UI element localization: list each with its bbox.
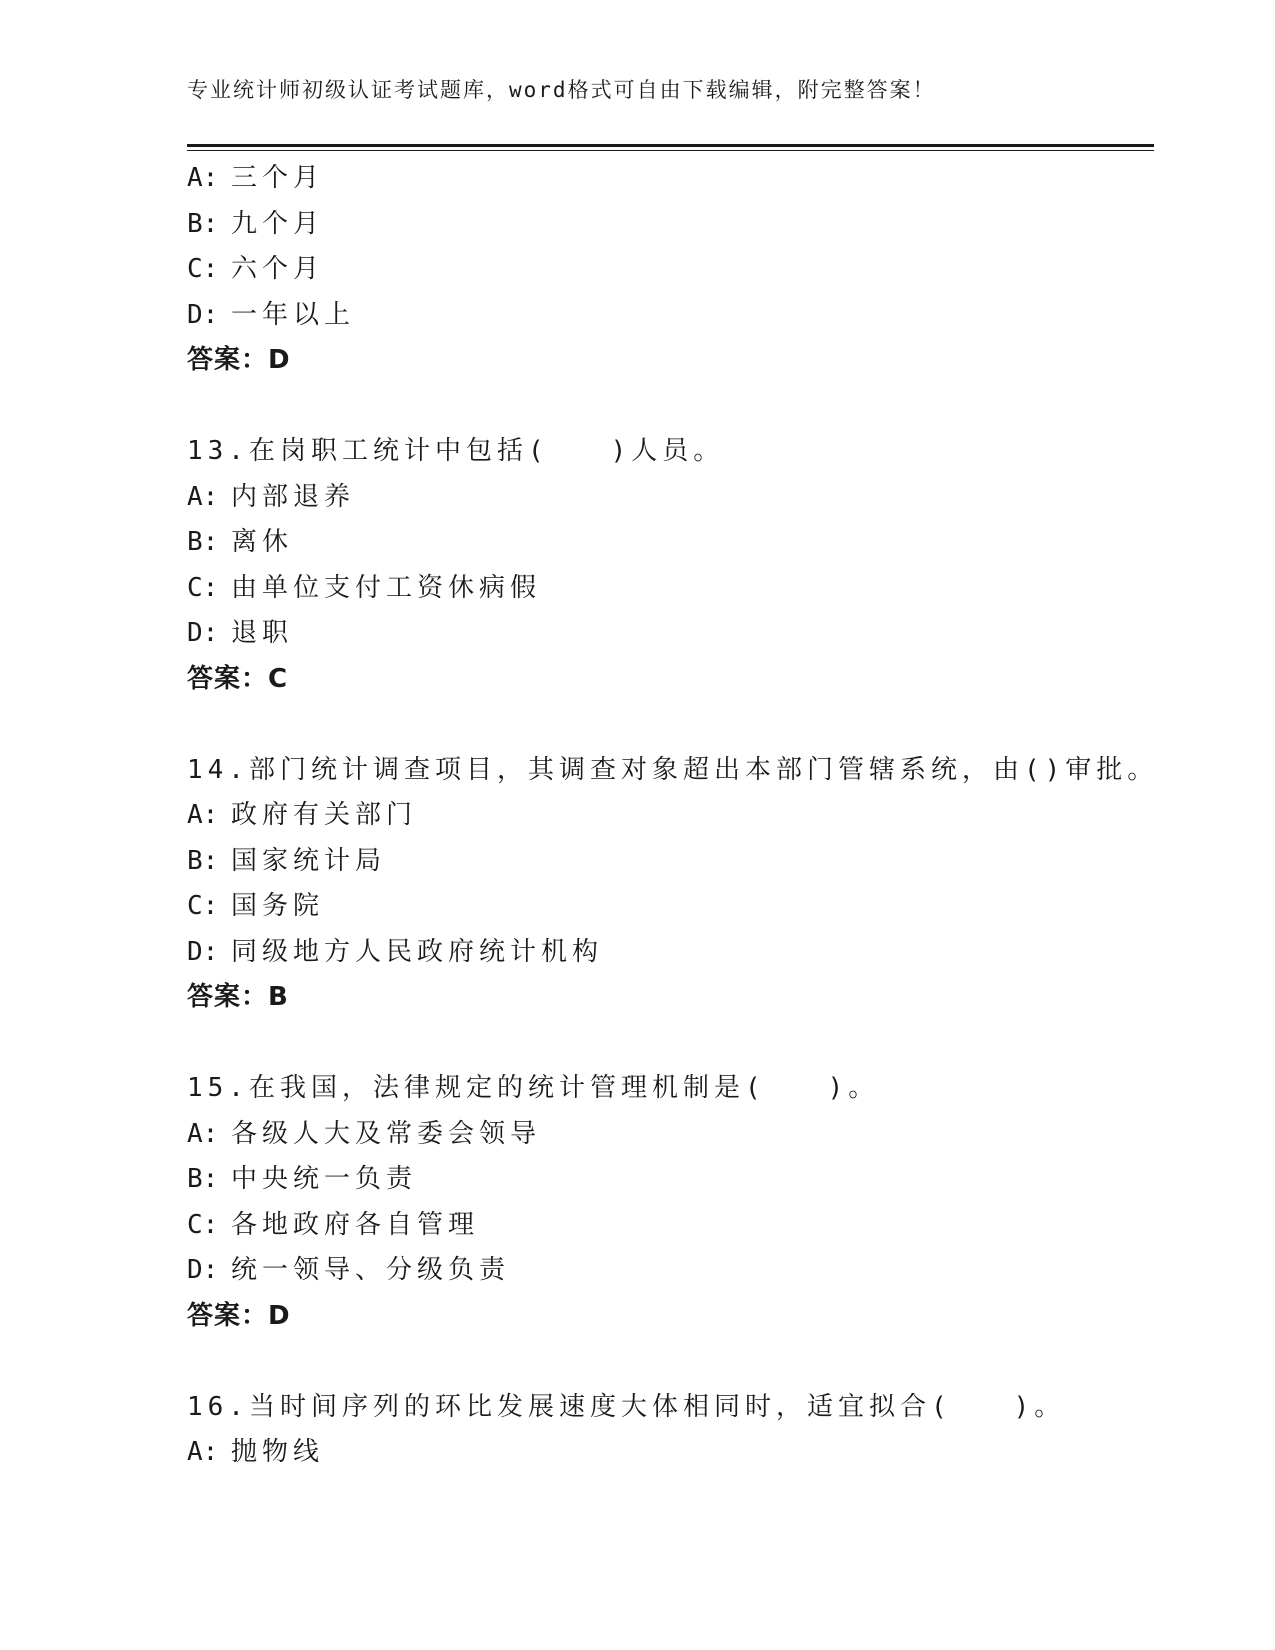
- option-b: B: 中央统一负责: [187, 1164, 418, 1194]
- question-stem: 16.当时间序列的环比发展速度大体相同时，适宜拟合( )。: [187, 1391, 1066, 1422]
- question-stem: 15.在我国，法律规定的统计管理机制是( )。: [187, 1073, 880, 1103]
- option-a: A: 政府有关部门: [187, 800, 418, 830]
- answer-line: 答案：D: [187, 345, 291, 375]
- option-d: D: 同级地方人民政府统计机构: [187, 936, 604, 967]
- question-14: [187, 748, 1159, 1021]
- option-a: A: 内部退养: [187, 481, 356, 512]
- header-rule-thin: [187, 150, 1154, 151]
- option-a: A: 抛物线: [187, 1437, 325, 1467]
- answer-line: 答案：C: [187, 663, 289, 694]
- option-c: C: 各地政府各自管理: [187, 1209, 480, 1240]
- answer-line: 答案：D: [187, 1300, 291, 1331]
- option-b: B: 国家统计局: [187, 845, 387, 876]
- option-d: D: 统一领导、分级负责: [187, 1255, 511, 1285]
- page-header: 专业统计师初级认证考试题库，word格式可自由下载编辑，附完整答案！: [187, 78, 936, 102]
- option-c: C: 由单位支付工资休病假: [187, 572, 542, 603]
- question-16: [187, 1385, 1154, 1476]
- option-d: D: 退职: [187, 618, 294, 648]
- option-c: C: 六个月: [187, 254, 325, 284]
- question-13: [187, 429, 1154, 702]
- question-12-partial: [187, 156, 1154, 384]
- answer-line: 答案：B: [187, 982, 289, 1012]
- question-stem: 14.部门统计调查项目，其调查对象超出本部门管辖系统，由()审批。: [187, 754, 1159, 785]
- header-rule-thick: [187, 144, 1154, 147]
- option-b: B: 九个月: [187, 208, 325, 239]
- option-a: A: 各级人大及常委会领导: [187, 1118, 542, 1149]
- option-a: A: 三个月: [187, 163, 325, 193]
- question-15: [187, 1066, 1154, 1339]
- question-stem: 13.在岗职工统计中包括( )人员。: [187, 436, 725, 466]
- option-d: D: 一年以上: [187, 299, 356, 330]
- option-c: C: 国务院: [187, 891, 325, 921]
- question-list: [187, 156, 1159, 1476]
- option-b: B: 离休: [187, 527, 294, 557]
